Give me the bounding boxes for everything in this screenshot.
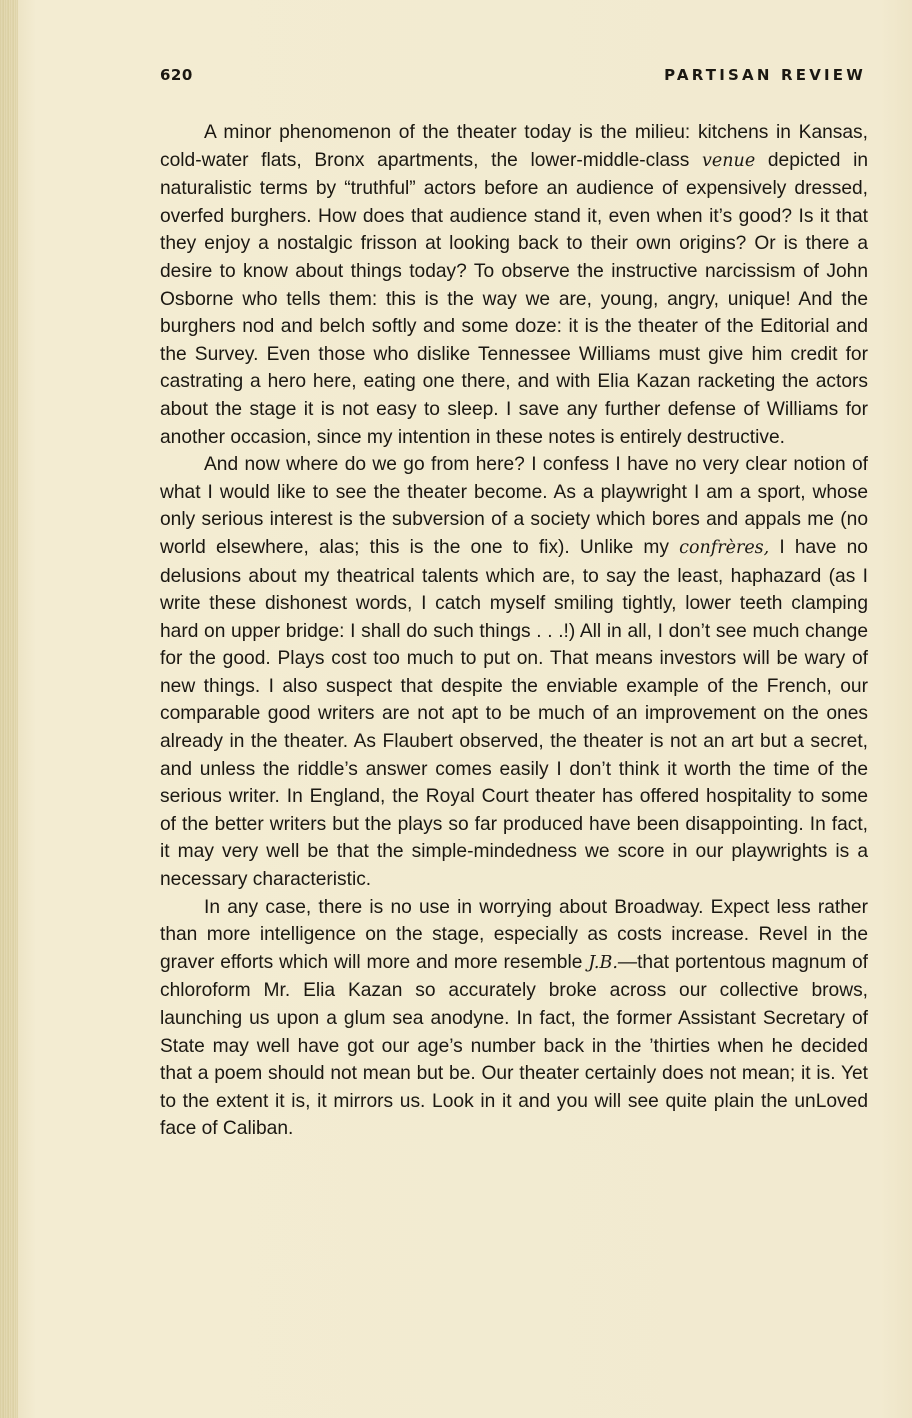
italic-text-run: venue	[702, 150, 756, 171]
paragraph-2	[160, 451, 868, 894]
running-head: PARTISAN REVIEW	[664, 66, 866, 84]
paragraph-1	[160, 119, 868, 451]
text-run: A minor phenomenon of the theater today is the milieu: kitchens in Kansas, cold-water flats, Bronx apartments, the lower-middle-class	[160, 122, 868, 171]
text-run: And now where do we go from here? I confess I have no very clear notion of what I would like to see the theater become. As a playwright I am a sport, whose only serious interest is the subversion of a society which bores and appals me (no world elsewhere, alas; this is the one to fix). Unlike my	[160, 454, 868, 558]
text-run: depicted in naturalistic terms by “truthful” actors before an audience of expensively dressed, overfed burghers. How does that audience stand it, even when it’s good? Is it that they enjoy a nostalgic frisson at looking back to their own origins? Or is there a desire to know about things today? To observe the instructive narcissism of John Osborne who tells them: this is the way we are, young, angry, unique! And the burghers nod and belch softly and some doze: it is the theater of the Editorial and the Survey. Even those who dislike Tennessee Williams must give him credit for castrating a hero here, eating one there, and with Elia Kazan racketing the actors about the stage it is not easy to sleep. I save any further defense of Williams for another occasion, since my intention in these notes is entirely destructive.	[160, 149, 869, 448]
paragraph-3	[160, 894, 868, 1143]
article-body	[160, 119, 868, 1143]
page-edge	[0, 0, 18, 1418]
page-header	[160, 66, 866, 92]
text-run: I have no delusions about my theatrical talents which are, to say the least, haphazard (as I write these dishonest words, I catch myself smiling tightly, lower teeth clamping hard on upper bridge: I shall do such things . . .!) All in all, I don’t see much change for the good. Plays cost too much to put on. That means investors will be wary of new things. I also suspect that despite the enviable example of the French, our comparable good writers are not apt to be much of an improvement on the ones already in the theater. As Flaubert observed, the theater is not an art but a secret, and unless the riddle’s answer comes easily I don’t think it worth the time of the serious writer. In England, the Royal Court theater has offered hospitality to some of the better writers but the plays so far produced have been disappointing. In fact, it may very well be that the simple-mindedness we score in our playwrights is a necessary characteristic.	[160, 536, 868, 891]
text-run: In any case, there is no use in worrying about Broadway. Expect less rather than more intelligence on the stage, especially as costs increase. Revel in the graver efforts which will more and more resemble	[160, 896, 868, 973]
text-run: —that portentous magnum of chloroform Mr. Elia Kazan so accurately broke across our collective brows, launching us upon a glum sea anodyne. In fact, the former Assistant Secretary of State may well have got our age’s number back in the ’thirties when he decided that a poem should not mean but be. Our theater certainly does not mean; it is. Yet to the extent it is, it mirrors us. Look in it and you will see quite plain the unLoved face of Caliban.	[160, 951, 868, 1140]
italic-text-run: confrères,	[679, 537, 770, 558]
italic-text-run: J.B.	[588, 952, 618, 973]
page-number: 620	[160, 66, 193, 84]
